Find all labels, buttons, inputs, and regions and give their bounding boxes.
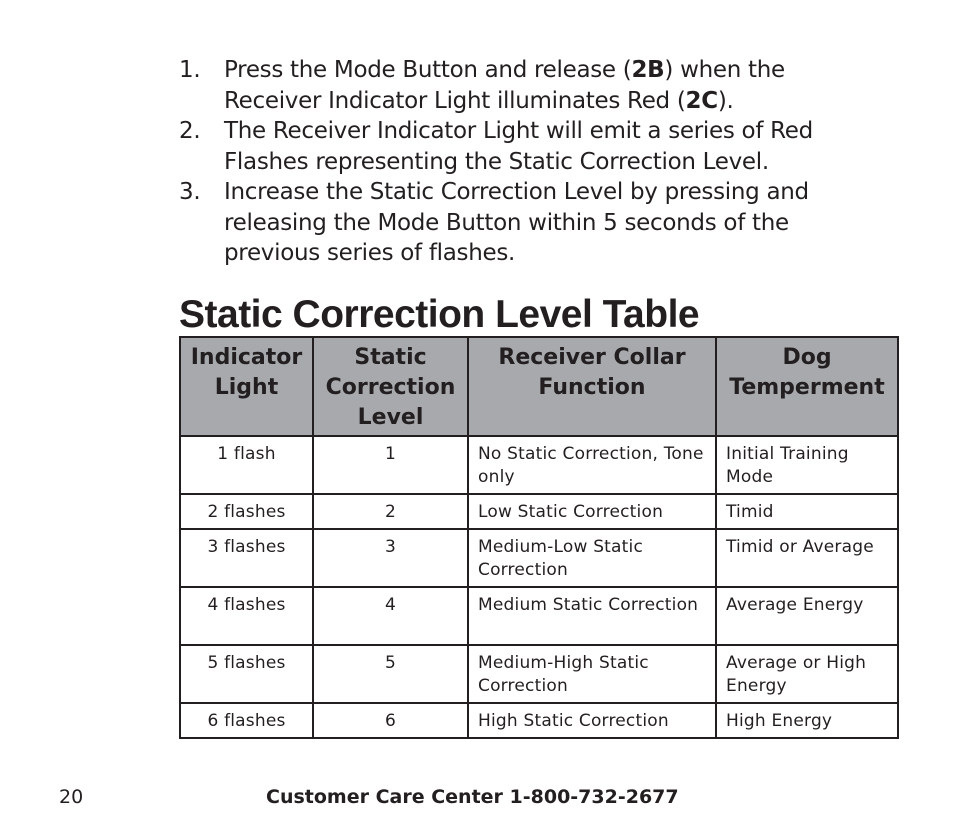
cell-level: 2 <box>313 494 468 529</box>
cell-function: High Static Correction <box>468 703 716 738</box>
table-title: Static Correction Level Table <box>179 293 700 336</box>
figure-reference: 2B <box>631 57 665 83</box>
cell-level: 3 <box>313 529 468 587</box>
table-row <box>180 645 898 703</box>
cell-function: Low Static Correction <box>468 494 716 529</box>
cell-indicator-light: 6 flashes <box>180 703 313 738</box>
cell-temperment: Timid <box>716 494 898 529</box>
step-number: 2. <box>179 118 201 144</box>
cell-temperment: Average or High Energy <box>716 645 898 703</box>
instruction-list <box>179 55 859 269</box>
cell-level: 1 <box>313 436 468 494</box>
header-indicator-light: Indicator Light <box>180 337 313 436</box>
table-row <box>180 436 898 494</box>
instruction-step <box>179 55 859 116</box>
header-static-correction-level: Static Correction Level <box>313 337 468 436</box>
table-row <box>180 494 898 529</box>
step-text: Increase the Static Correction Level by pressing and releasing the Mode Button within 5 seconds of the previous series of flashes. <box>224 179 809 266</box>
instruction-step <box>179 116 859 177</box>
table-row <box>180 529 898 587</box>
cell-level: 6 <box>313 703 468 738</box>
table-row <box>180 587 898 645</box>
page-number: 20 <box>59 786 84 808</box>
step-number: 3. <box>179 179 201 205</box>
cell-indicator-light: 2 flashes <box>180 494 313 529</box>
table-header-row <box>180 337 898 436</box>
figure-reference: 2C <box>685 87 718 114</box>
step-text-part: ). <box>717 87 734 114</box>
step-number: 1. <box>179 57 201 83</box>
header-dog-temperment: Dog Temperment <box>716 337 898 436</box>
cell-level: 4 <box>313 587 468 645</box>
cell-temperment: High Energy <box>716 703 898 738</box>
step-text-part: Press the Mode Button and release ( <box>224 57 632 83</box>
cell-indicator-light: 3 flashes <box>180 529 313 587</box>
step-text-part: ) when the Receiver Indicator Light illuminates Red ( <box>224 57 785 114</box>
customer-care-line: Customer Care Center 1-800-732-2677 <box>266 786 679 808</box>
step-text: The Receiver Indicator Light will emit a series of Red Flashes representing the Static Correction Level. <box>224 118 813 175</box>
cell-temperment: Initial Training Mode <box>716 436 898 494</box>
cell-function: No Static Correction, Tone only <box>468 436 716 494</box>
cell-indicator-light: 1 flash <box>180 436 313 494</box>
static-correction-level-table <box>179 336 899 739</box>
cell-indicator-light: 4 flashes <box>180 587 313 645</box>
cell-function: Medium-Low Static Correction <box>468 529 716 587</box>
cell-level: 5 <box>313 645 468 703</box>
header-receiver-collar-function: Receiver Collar Function <box>468 337 716 436</box>
cell-temperment: Timid or Average <box>716 529 898 587</box>
cell-temperment: Average Energy <box>716 587 898 645</box>
instruction-step <box>179 177 859 269</box>
cell-indicator-light: 5 flashes <box>180 645 313 703</box>
cell-function: Medium-High Static Correction <box>468 645 716 703</box>
cell-function: Medium Static Correction <box>468 587 716 645</box>
table-row <box>180 703 898 738</box>
